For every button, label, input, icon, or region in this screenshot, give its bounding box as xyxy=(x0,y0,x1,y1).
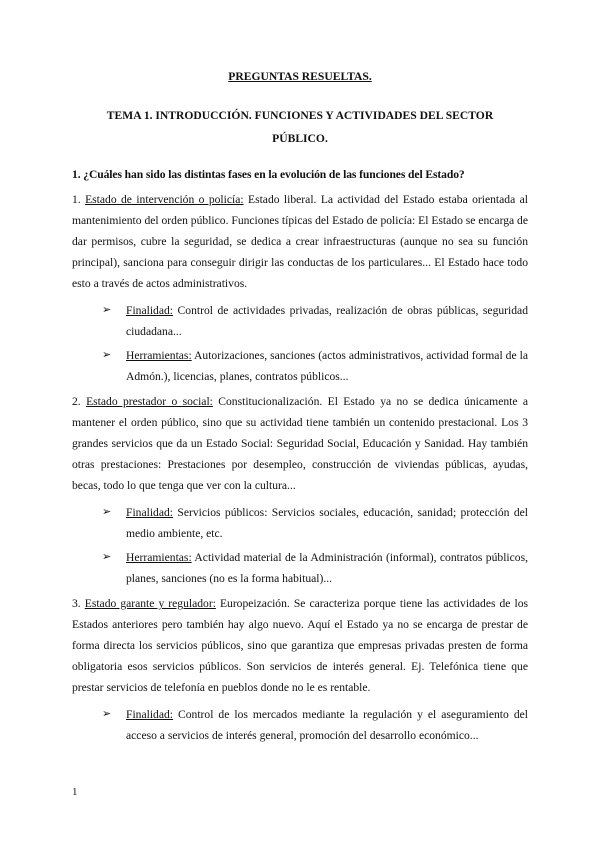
arrow-bullet-icon: ➢ xyxy=(102,506,112,518)
section-number: 2. xyxy=(72,395,87,408)
section-heading: Estado garante y regulador: xyxy=(84,597,216,610)
list-item xyxy=(72,502,528,544)
document-title: PREGUNTAS RESUELTAS. xyxy=(228,70,372,83)
section-number: 1. xyxy=(72,193,86,206)
section-paragraph xyxy=(72,391,528,496)
bullet-list xyxy=(72,704,528,746)
list-item xyxy=(72,300,528,342)
bullet-text: Control de actividades privadas, realización de obras públicas, seguridad ciudadana... xyxy=(126,304,528,338)
bullet-text: Servicios públicos: Servicios sociales, educación, sanidad; protección del medio ambiente, etc. xyxy=(126,506,528,540)
topic-title: TEMA 1. INTRODUCCIÓN. FUNCIONES Y ACTIVIDADES DEL SECTOR PÚBLICO. xyxy=(106,109,494,145)
arrow-bullet-icon: ➢ xyxy=(102,708,112,720)
section-paragraph xyxy=(72,189,528,294)
arrow-bullet-icon: ➢ xyxy=(102,304,112,316)
section-heading: Estado de intervención o policía: xyxy=(85,193,244,206)
section-text: Europeización. Se caracteriza porque tiene las actividades de los Estados anteriores pero también hay algo nuevo. Aquí el Estado ya no se encarga de prestar de forma directa los servicios públicos, sino que garantiza que empresas privadas presten de forma obligatoria esos servicios públicos. Son servicios de interés general. Ej. Telefónica tiene que prestar servicios de telefonía en pueblos donde no le es rentable. xyxy=(72,597,528,694)
question-heading: 1. ¿Cuáles han sido las distintas fases en la evolución de las funciones del Estado? xyxy=(72,168,465,181)
page-number: 1 xyxy=(72,786,78,798)
bullet-list xyxy=(72,300,528,387)
list-item xyxy=(72,547,528,589)
section-number: 3. xyxy=(72,597,85,610)
bullet-label: Herramientas: xyxy=(126,349,192,362)
bullet-label: Herramientas: xyxy=(126,551,192,564)
section-text: Constitucionalización. El Estado ya no se dedica únicamente a mantener el orden público, sino que su actividad tiene también un contenido prestacional. Los 3 grandes servicios que da un Estado Social: Seguridad Social, Educación y Sanidad. Hay también otras prestaciones: Prestaciones por desempleo, construcción de viviendas públicas, ayudas, becas, todo lo que tenga que ver con la cultura... xyxy=(72,395,529,492)
arrow-bullet-icon: ➢ xyxy=(102,551,112,563)
section-text: Estado liberal. La actividad del Estado estaba orientada al mantenimiento del orden público. Funciones típicas del Estado de policía: El Estado se encarga de dar permisos, cubre la seguridad, se dedica a crear infraestructuras (aunque no sea su función principal), sanciona para conseguir dirigir las conductas de los particulares... El Estado hace todo esto a través de actos administrativos. xyxy=(72,193,528,290)
list-item xyxy=(72,345,528,387)
bullet-label: Finalidad: xyxy=(126,304,174,317)
bullet-list xyxy=(72,502,528,589)
arrow-bullet-icon: ➢ xyxy=(102,349,112,361)
list-item xyxy=(72,704,528,746)
bullet-label: Finalidad: xyxy=(126,506,174,519)
section-heading: Estado prestador o social: xyxy=(86,395,213,408)
bullet-text: Autorizaciones, sanciones (actos administrativos, actividad formal de la Admón.), licencias, planes, contratos públicos... xyxy=(126,349,528,383)
page-content xyxy=(72,66,528,750)
bullet-label: Finalidad: xyxy=(126,708,174,721)
section-paragraph xyxy=(72,593,528,698)
bullet-text: Actividad material de la Administración (informal), contratos públicos, planes, sanciones (no es la forma habitual)... xyxy=(126,551,528,585)
bullet-text: Control de los mercados mediante la regulación y el aseguramiento del acceso a servicios de interés general, promoción del desarrollo económico... xyxy=(126,708,528,742)
